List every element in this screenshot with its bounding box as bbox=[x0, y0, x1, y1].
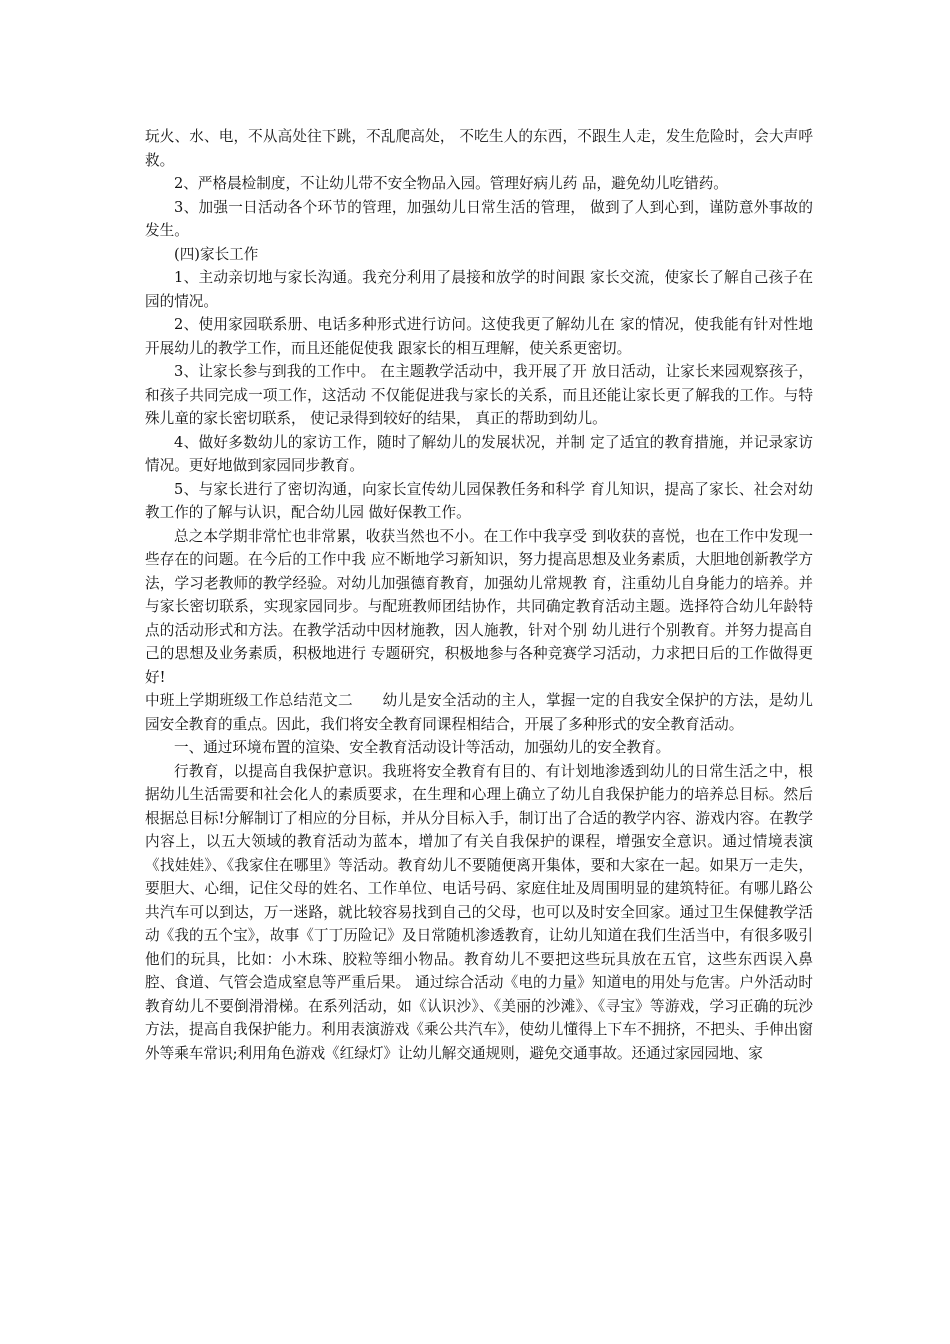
paragraph: 中班上学期班级工作总结范文二 幼儿是安全活动的主人，掌握一定的自我安全保护的方法，是幼儿园安全教育的重点。因此，我们将安全教育同课程相结合，开展了多种形式的安全教育活动。 bbox=[145, 692, 813, 733]
paragraph: 2、严格晨检制度，不让幼儿带不安全物品入园。管理好病儿药 品，避免幼儿吃错药。 bbox=[174, 175, 728, 192]
paragraph: 一、通过环境布置的渲染、安全教育活动设计等活动，加强幼儿的安全教育。 bbox=[174, 739, 671, 756]
paragraph: 3、加强一日活动各个环节的管理，加强幼儿日常生活的管理， 做到了人到心到，谨防意外事故的发生。 bbox=[145, 198, 813, 239]
paragraph: 5、与家长进行了密切沟通，向家长宣传幼儿园保教任务和科学 育儿知识，提高了家长、社会对幼教工作的了解与认识，配合幼儿园 做好保教工作。 bbox=[145, 480, 813, 521]
paragraph: 1、主动亲切地与家长沟通。我充分利用了晨接和放学的时间跟 家长交流，使家长了解自己孩子在园的情况。 bbox=[145, 269, 813, 310]
paragraph: 3、让家长参与到我的工作中。 在主题教学活动中，我开展了开 放日活动，让家长来园观察孩子，和孩子共同完成一项工作，这活动 不仅能促进我与家长的关系，而且还能让家长更了解我的工作。与特殊儿童的家长密切联系， 使记录得到较好的结果， 真正的帮助到幼儿。 bbox=[145, 363, 813, 427]
paragraph: 2、使用家园联系册、电话多种形式进行访问。这使我更了解幼儿在 家的情况，使我能有针对性地开展幼儿的教学工作，而且还能促使我 跟家长的相互理解，使关系更密切。 bbox=[145, 316, 813, 357]
document-body bbox=[145, 125, 813, 1065]
paragraph: 玩火、水、电，不从高处往下跳，不乱爬高处， 不吃生人的东西，不跟生人走，发生危险时，会大声呼救。 bbox=[145, 128, 813, 169]
paragraph: 4、做好多数幼儿的家访工作，随时了解幼儿的发展状况，并制 定了适宜的教育措施，并记录家访情况。更好地做到家园同步教育。 bbox=[145, 433, 813, 474]
section-heading: (四)家长工作 bbox=[174, 245, 259, 263]
paragraph: 总之本学期非常忙也非常累，收获当然也不小。在工作中我享受 到收获的喜悦，也在工作中发现一些存在的问题。在今后的工作中我 应不断地学习新知识，努力提高思想及业务素质，大胆地创新教学方 法，学习老教师的教学经验。对幼儿加强德育教育，加强幼儿常规教 育，注重幼儿自身能力的培养。并与家长密切联系，实现家园同步。与配班教师团结协作，共同确定教育活动主题。选择符合幼儿年龄特 点的活动形式和方法。在教学活动中因材施教，因人施教，针对个别 幼儿进行个别教育。并努力提高自己的思想及业务素质，积极地进行 专题研究，积极地参与各种竞赛学习活动，力求把日后的工作做得更 好! bbox=[145, 527, 813, 686]
paragraph: 行教育，以提高自我保护意识。我班将安全教育有目的、有计划地渗透到幼儿的日常生活之中，根据幼儿生活需要和社会化人的素质要求，在生理和心理上确立了幼儿自我保护能力的培养总目标。然后根据总目标!分解制订了相应的分目标，并从分目标入手，制订出了合适的教学内容、游戏内容。在教学内容上，以五大领域的教育活动为蓝本，增加了有关自我保护的课程，增强安全意识。通过情境表演《找娃娃》、《我家住在哪里》等活动。教育幼儿不要随便离开集体，要和大家在一起。如果万一走失，要胆大、心细，记住父母的姓名、工作单位、电话号码、家庭住址及周围明显的建筑特征。有哪儿路公共汽车可以到达，万一迷路，就比较容易找到自己的父母，也可以及时安全回家。通过卫生保健教学活动《我的五个宝》，故事《丁丁历险记》及日常随机渗透教育，让幼儿知道在我们生活当中，有很多吸引他们的玩具，比如：小木珠、胶粒等细小物品。教育幼儿不要把这些玩具放在五官，这些东西误入鼻腔、食道、气管会造成窒息等严重后果。 通过综合活动《电的力量》知道电的用处与危害。户外活动时教育幼儿不要倒滑滑梯。在系列活动，如《认识沙》、《美丽的沙滩》、《寻宝》等游戏，学习正确的玩沙方法，提高自我保护能力。利用表演游戏《乘公共汽车》，使幼儿懂得上下车不拥挤，不把头、手伸出窗外等乘车常识;利用角色游戏《红绿灯》让幼儿解交通规则，避免交通事故。还通过家园园地、家 bbox=[145, 762, 813, 1062]
